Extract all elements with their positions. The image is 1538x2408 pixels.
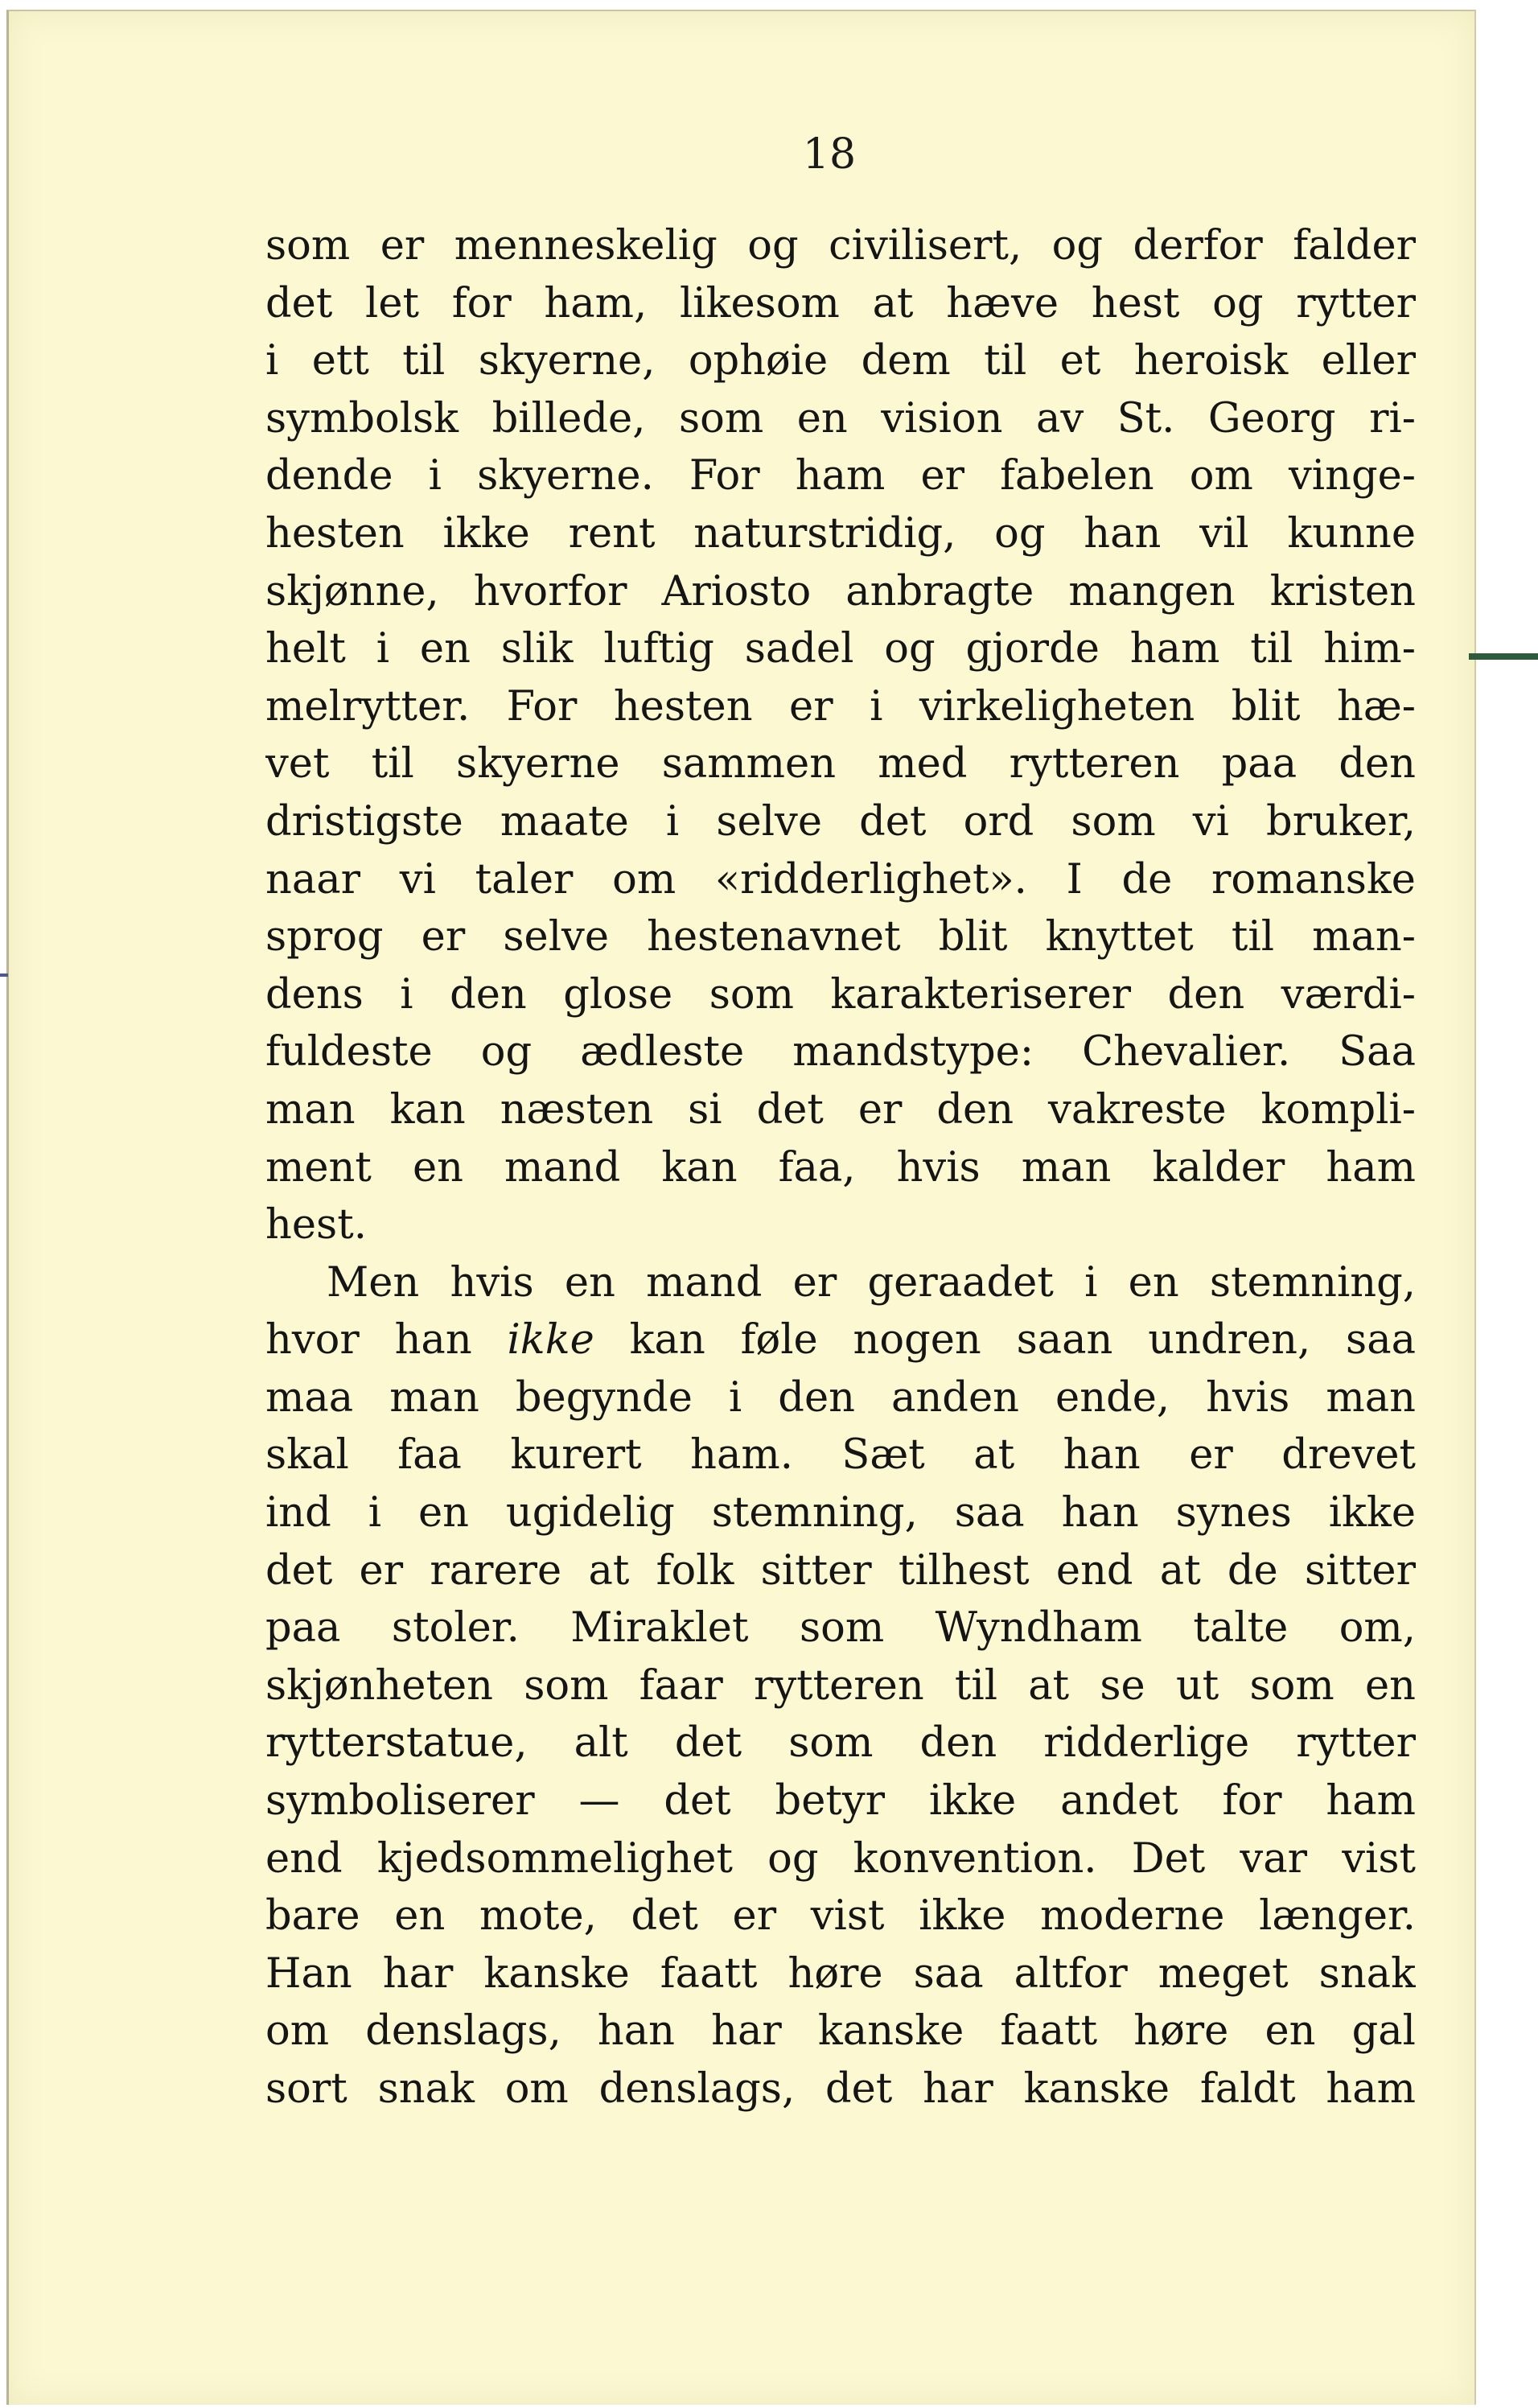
text-line: sort snak om denslags, det har kanske faldt ham — [265, 2065, 1416, 2113]
margin-mark — [1469, 653, 1538, 660]
paragraph-start-line: Men hvis en mand er geraadet i en stemning, — [327, 1258, 1416, 1307]
text-segment: hvor han — [265, 1316, 508, 1365]
text-line: skjønheten som faar rytteren til at se ut som en — [265, 1661, 1416, 1710]
text-line: sprog er selve hestenavnet blit knyttet til man- — [265, 913, 1416, 961]
text-line: dende i skyerne. For ham er fabelen om vinge- — [265, 452, 1416, 500]
text-line: end kjedsommelighet og konvention. Det var vist — [265, 1834, 1416, 1883]
text-line: skal faa kurert ham. Sæt at han er drevet — [265, 1431, 1416, 1480]
text-line: hest. — [265, 1201, 367, 1249]
text-line: rytterstatue, alt det som den ridderlige rytter — [265, 1719, 1416, 1768]
text-line: naar vi taler om «ridderlighet». I de romanske — [265, 855, 1416, 904]
text-line: det er rarere at folk sitter tilhest end at de sitter — [265, 1546, 1416, 1595]
edge-mark — [0, 973, 8, 977]
text-segment: kan føle nogen saan undren, saa — [594, 1316, 1416, 1365]
text-line: hesten ikke rent naturstridig, og han vil kunne — [265, 509, 1416, 558]
text-line: skjønne, hvorfor Ariosto anbragte mangen kristen — [265, 567, 1416, 615]
text-line: om denslags, han har kanske faatt høre en gal — [265, 2007, 1416, 2056]
text-line: som er menneskelig og civilisert, og derfor falder — [265, 222, 1416, 270]
text-line: Han har kanske faatt høre saa altfor meget snak — [265, 1949, 1416, 1998]
text-line: vet til skyerne sammen med rytteren paa den — [265, 740, 1416, 788]
text-line: fuldeste og ædleste mandstype: Chevalier. Saa — [265, 1028, 1416, 1076]
text-line: paa stoler. Miraklet som Wyndham talte om, — [265, 1604, 1416, 1653]
text-line: det let for ham, likesom at hæve hest og rytter — [265, 279, 1416, 327]
body-text — [265, 217, 1416, 2118]
text-line-with-emphasis — [265, 1311, 1416, 1369]
text-line: ment en mand kan faa, hvis man kalder ham — [265, 1143, 1416, 1192]
page-number: 18 — [802, 130, 857, 179]
text-line: dristigste maate i selve det ord som vi bruker, — [265, 797, 1416, 846]
text-line: bare en mote, det er vist ikke moderne længer. — [265, 1892, 1416, 1941]
text-line: maa man begynde i den anden ende, hvis man — [265, 1373, 1416, 1422]
text-line: symbolsk billede, som en vision av St. Georg ri- — [265, 394, 1416, 442]
text-line: helt i en slik luftig sadel og gjorde ham til him- — [265, 625, 1416, 673]
text-line: man kan næsten si det er den vakreste kompli- — [265, 1085, 1416, 1134]
text-line: i ett til skyerne, ophøie dem til et heroisk eller — [265, 337, 1416, 385]
text-line: symboliserer — det betyr ikke andet for ham — [265, 1777, 1416, 1826]
text-line: ind i en ugidelig stemning, saa han synes ikke — [265, 1489, 1416, 1537]
emphasized-word: ikke — [507, 1316, 594, 1365]
text-line: melrytter. For hesten er i virkeligheten blit hæ- — [265, 682, 1416, 731]
text-line: dens i den glose som karakteriserer den værdi- — [265, 970, 1416, 1019]
